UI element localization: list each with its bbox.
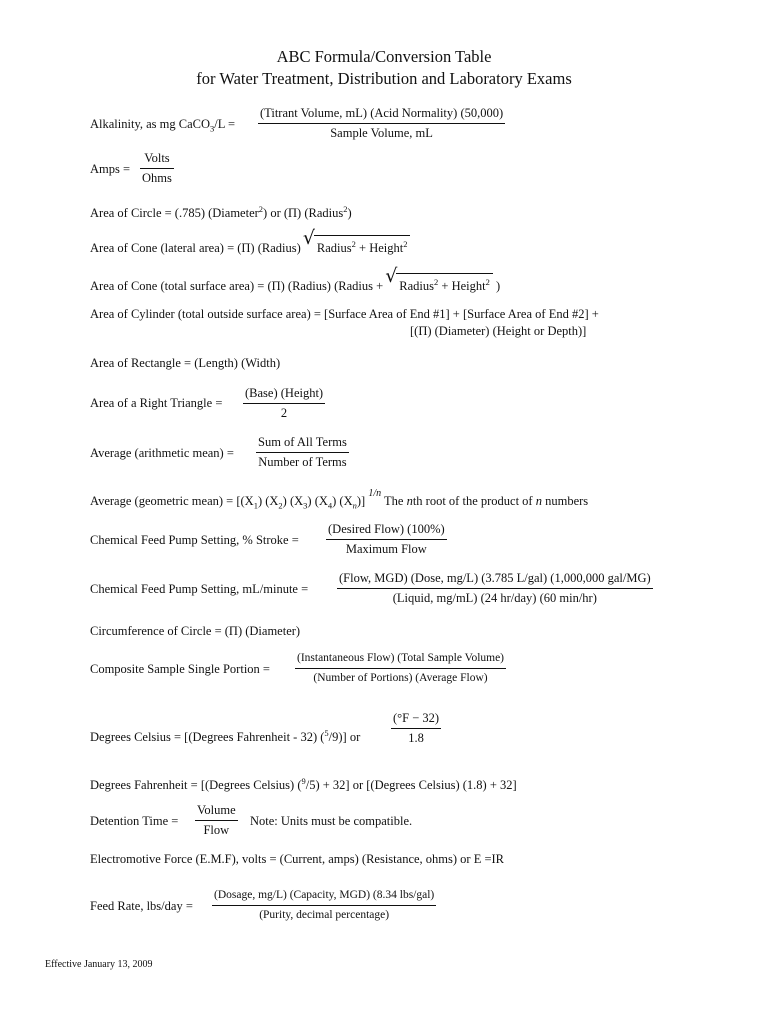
sqrt-symbol: √ Radius$^2$ + Height$^2$ <box>304 235 411 256</box>
area-cone-total-formula: Area of Cone (total surface area) = (Π) (Radius) (Radius + √ Radius$^2$ + Height$^2$ ) <box>90 273 500 294</box>
page-subtitle: for Water Treatment, Distribution and Laboratory Exams <box>196 69 572 88</box>
feed-rate-label: Feed Rate, lbs/day = <box>90 899 193 913</box>
average-arithmetic-numerator: Sum of All Terms <box>256 435 349 453</box>
chem-feed-stroke-denominator: Maximum Flow <box>345 542 427 556</box>
alkalinity-numerator: (Titrant Volume, mL) (Acid Normality) (50,000) <box>258 106 505 124</box>
emf-formula: Electromotive Force (E.M.F), volts = (Current, amps) (Resistance, ohms) or E =IR <box>90 852 505 866</box>
area-cone-lateral-formula: Area of Cone (lateral area) = (Π) (Radius) √ Radius$^2$ + Height$^2$ <box>90 235 410 256</box>
area-cylinder-line1: Area of Cylinder (total outside surface area) = [Surface Area of End #1] + [Surface Area of End #2] + <box>90 307 599 321</box>
chem-feed-ml-label: Chemical Feed Pump Setting, mL/minute = <box>90 582 309 596</box>
area-triangle-fraction <box>243 386 325 421</box>
celsius-numerator: (°F − 32) <box>391 711 441 729</box>
effective-date-footer: Effective January 13, 2009 <box>45 959 153 970</box>
chem-feed-stroke-fraction <box>326 522 447 557</box>
composite-sample-fraction <box>295 651 506 686</box>
feed-rate-denominator: (Purity, decimal percentage) <box>259 909 390 921</box>
composite-sample-denominator: (Number of Portions) (Average Flow) <box>313 672 488 684</box>
page-title: ABC Formula/Conversion Table <box>276 47 492 66</box>
alkalinity-label: Alkalinity, as mg CaCO$_3$/L = <box>90 117 236 134</box>
alkalinity-denominator: Sample Volume, mL <box>330 126 433 140</box>
detention-numerator: Volume <box>195 803 238 821</box>
detention-fraction <box>195 803 238 838</box>
fahrenheit-formula: Degrees Fahrenheit = [(Degrees Celsius) ($^9$/5) + 32] or [(Degrees Celsius) (1.8) + 32] <box>90 776 517 793</box>
average-geometric-formula: Average (geometric mean) = [$(X_1)$ $(X_2)$ $(X_3)$ $(X_4)$ $(X_n)$] $^{1/n}$ The nth root of the product of n numbers <box>90 488 589 511</box>
chem-feed-stroke-numerator: (Desired Flow) (100%) <box>326 522 447 540</box>
detention-label: Detention Time = <box>90 814 179 828</box>
area-circle-formula: Area of Circle = (.785) (Diameter$^2$) or (Π) (Radius$^2$) <box>90 204 352 221</box>
area-cylinder-line2: [(Π) (Diameter) (Height or Depth)] <box>410 324 587 338</box>
detention-note: Note: Units must be compatible. <box>250 814 413 828</box>
average-arithmetic-fraction <box>256 435 349 470</box>
detention-denominator: Flow <box>203 823 230 837</box>
area-triangle-denominator: 2 <box>280 406 288 420</box>
celsius-denominator: 1.8 <box>408 731 424 745</box>
amps-denominator: Ohms <box>142 171 172 185</box>
amps-label: Amps = <box>90 162 131 176</box>
celsius-fraction <box>391 711 441 746</box>
chem-feed-ml-numerator: (Flow, MGD) (Dose, mg/L) (3.785 L/gal) (1,000,000 gal/MG) <box>337 571 653 589</box>
amps-fraction <box>140 151 174 186</box>
feed-rate-fraction <box>212 888 436 923</box>
alkalinity-fraction <box>258 106 505 141</box>
average-arithmetic-label: Average (arithmetic mean) = <box>90 446 234 460</box>
average-arithmetic-denominator: Number of Terms <box>258 455 347 469</box>
area-triangle-label: Area of a Right Triangle = <box>90 396 223 410</box>
area-rectangle-formula: Area of Rectangle = (Length) (Width) <box>90 356 281 370</box>
sqrt-symbol: √ Radius$^2$ + Height$^2$ <box>386 273 493 294</box>
composite-sample-numerator: (Instantaneous Flow) (Total Sample Volume) <box>295 651 506 669</box>
chem-feed-stroke-label: Chemical Feed Pump Setting, % Stroke = <box>90 533 299 547</box>
circumference-formula: Circumference of Circle = (Π) (Diameter) <box>90 624 301 638</box>
chem-feed-ml-denominator: (Liquid, mg/mL) (24 hr/day) (60 min/hr) <box>392 591 597 605</box>
chem-feed-ml-fraction <box>337 571 653 606</box>
composite-sample-label: Composite Sample Single Portion = <box>90 662 270 676</box>
celsius-formula: Degrees Celsius = [(Degrees Fahrenheit - 32) ($^5$/9)] or <box>90 728 361 745</box>
feed-rate-numerator: (Dosage, mg/L) (Capacity, MGD) (8.34 lbs/gal) <box>212 888 436 906</box>
area-triangle-numerator: (Base) (Height) <box>243 386 325 404</box>
amps-numerator: Volts <box>140 151 174 169</box>
